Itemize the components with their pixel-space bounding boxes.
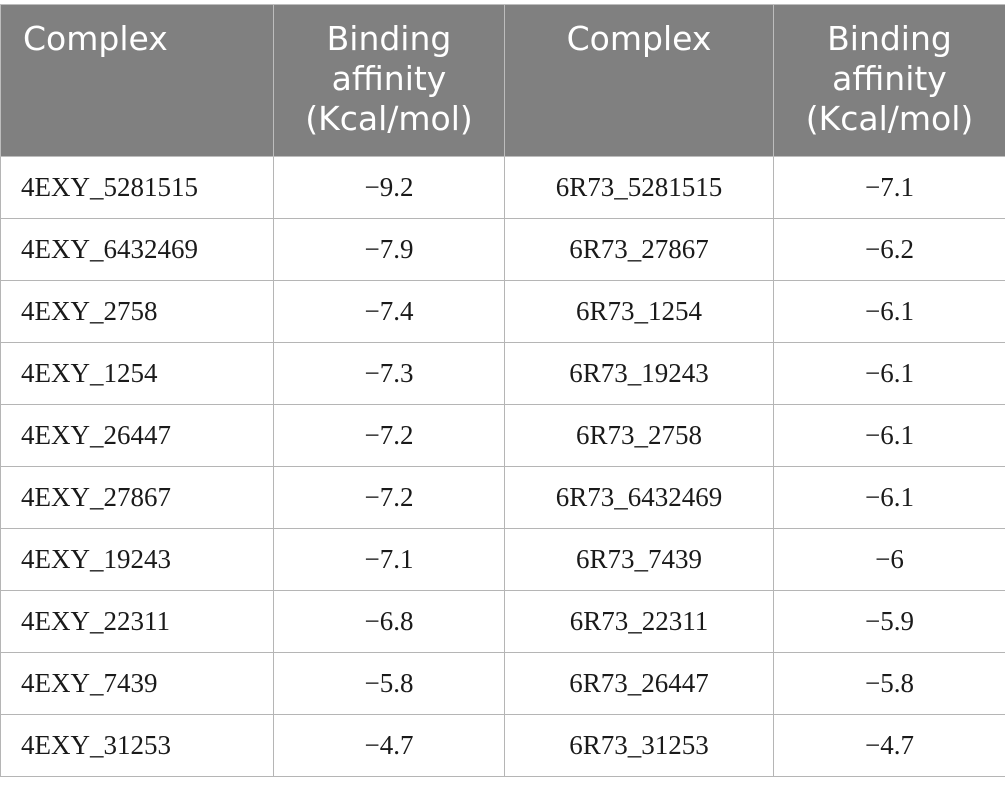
cell-affinity-6r73: −6.1 [774,343,1005,405]
header-binding-affinity-1: Binding affinity (Kcal/mol) [274,5,505,157]
cell-complex-6r73: 6R73_31253 [505,715,774,777]
cell-complex-6r73: 6R73_2758 [505,405,774,467]
cell-affinity-4exy: −7.3 [274,343,505,405]
binding-affinity-table [0,4,1005,777]
table-row [1,157,1005,219]
cell-complex-4exy: 4EXY_1254 [1,343,274,405]
cell-complex-4exy: 4EXY_31253 [1,715,274,777]
table-row [1,219,1005,281]
cell-complex-4exy: 4EXY_22311 [1,591,274,653]
cell-complex-4exy: 4EXY_26447 [1,405,274,467]
header-binding-affinity-2: Binding affinity (Kcal/mol) [774,5,1005,157]
cell-affinity-4exy: −7.1 [274,529,505,591]
cell-affinity-6r73: −6.1 [774,281,1005,343]
cell-affinity-6r73: −7.1 [774,157,1005,219]
table-row [1,405,1005,467]
cell-complex-4exy: 4EXY_27867 [1,467,274,529]
cell-complex-6r73: 6R73_19243 [505,343,774,405]
table-row [1,653,1005,715]
table-row [1,467,1005,529]
cell-affinity-4exy: −9.2 [274,157,505,219]
table-header [1,5,1005,157]
cell-affinity-6r73: −5.8 [774,653,1005,715]
cell-affinity-6r73: −6 [774,529,1005,591]
cell-complex-6r73: 6R73_7439 [505,529,774,591]
cell-complex-4exy: 4EXY_6432469 [1,219,274,281]
cell-complex-6r73: 6R73_5281515 [505,157,774,219]
cell-complex-6r73: 6R73_27867 [505,219,774,281]
table-row [1,343,1005,405]
cell-complex-6r73: 6R73_26447 [505,653,774,715]
cell-affinity-4exy: −7.2 [274,467,505,529]
cell-affinity-6r73: −5.9 [774,591,1005,653]
cell-complex-4exy: 4EXY_5281515 [1,157,274,219]
cell-affinity-6r73: −6.1 [774,405,1005,467]
table-row [1,715,1005,777]
cell-complex-6r73: 6R73_6432469 [505,467,774,529]
cell-affinity-4exy: −7.4 [274,281,505,343]
header-complex-2: Complex [505,5,774,157]
cell-affinity-6r73: −6.1 [774,467,1005,529]
cell-affinity-4exy: −7.9 [274,219,505,281]
cell-complex-4exy: 4EXY_19243 [1,529,274,591]
cell-complex-6r73: 6R73_1254 [505,281,774,343]
cell-affinity-4exy: −5.8 [274,653,505,715]
table-row [1,591,1005,653]
table-row [1,529,1005,591]
cell-complex-4exy: 4EXY_7439 [1,653,274,715]
cell-complex-4exy: 4EXY_2758 [1,281,274,343]
cell-affinity-4exy: −4.7 [274,715,505,777]
table-body [1,157,1005,777]
cell-affinity-6r73: −4.7 [774,715,1005,777]
cell-affinity-4exy: −6.8 [274,591,505,653]
cell-affinity-6r73: −6.2 [774,219,1005,281]
table-row [1,281,1005,343]
header-row [1,5,1005,157]
cell-affinity-4exy: −7.2 [274,405,505,467]
header-complex-1: Complex [1,5,274,157]
cell-complex-6r73: 6R73_22311 [505,591,774,653]
